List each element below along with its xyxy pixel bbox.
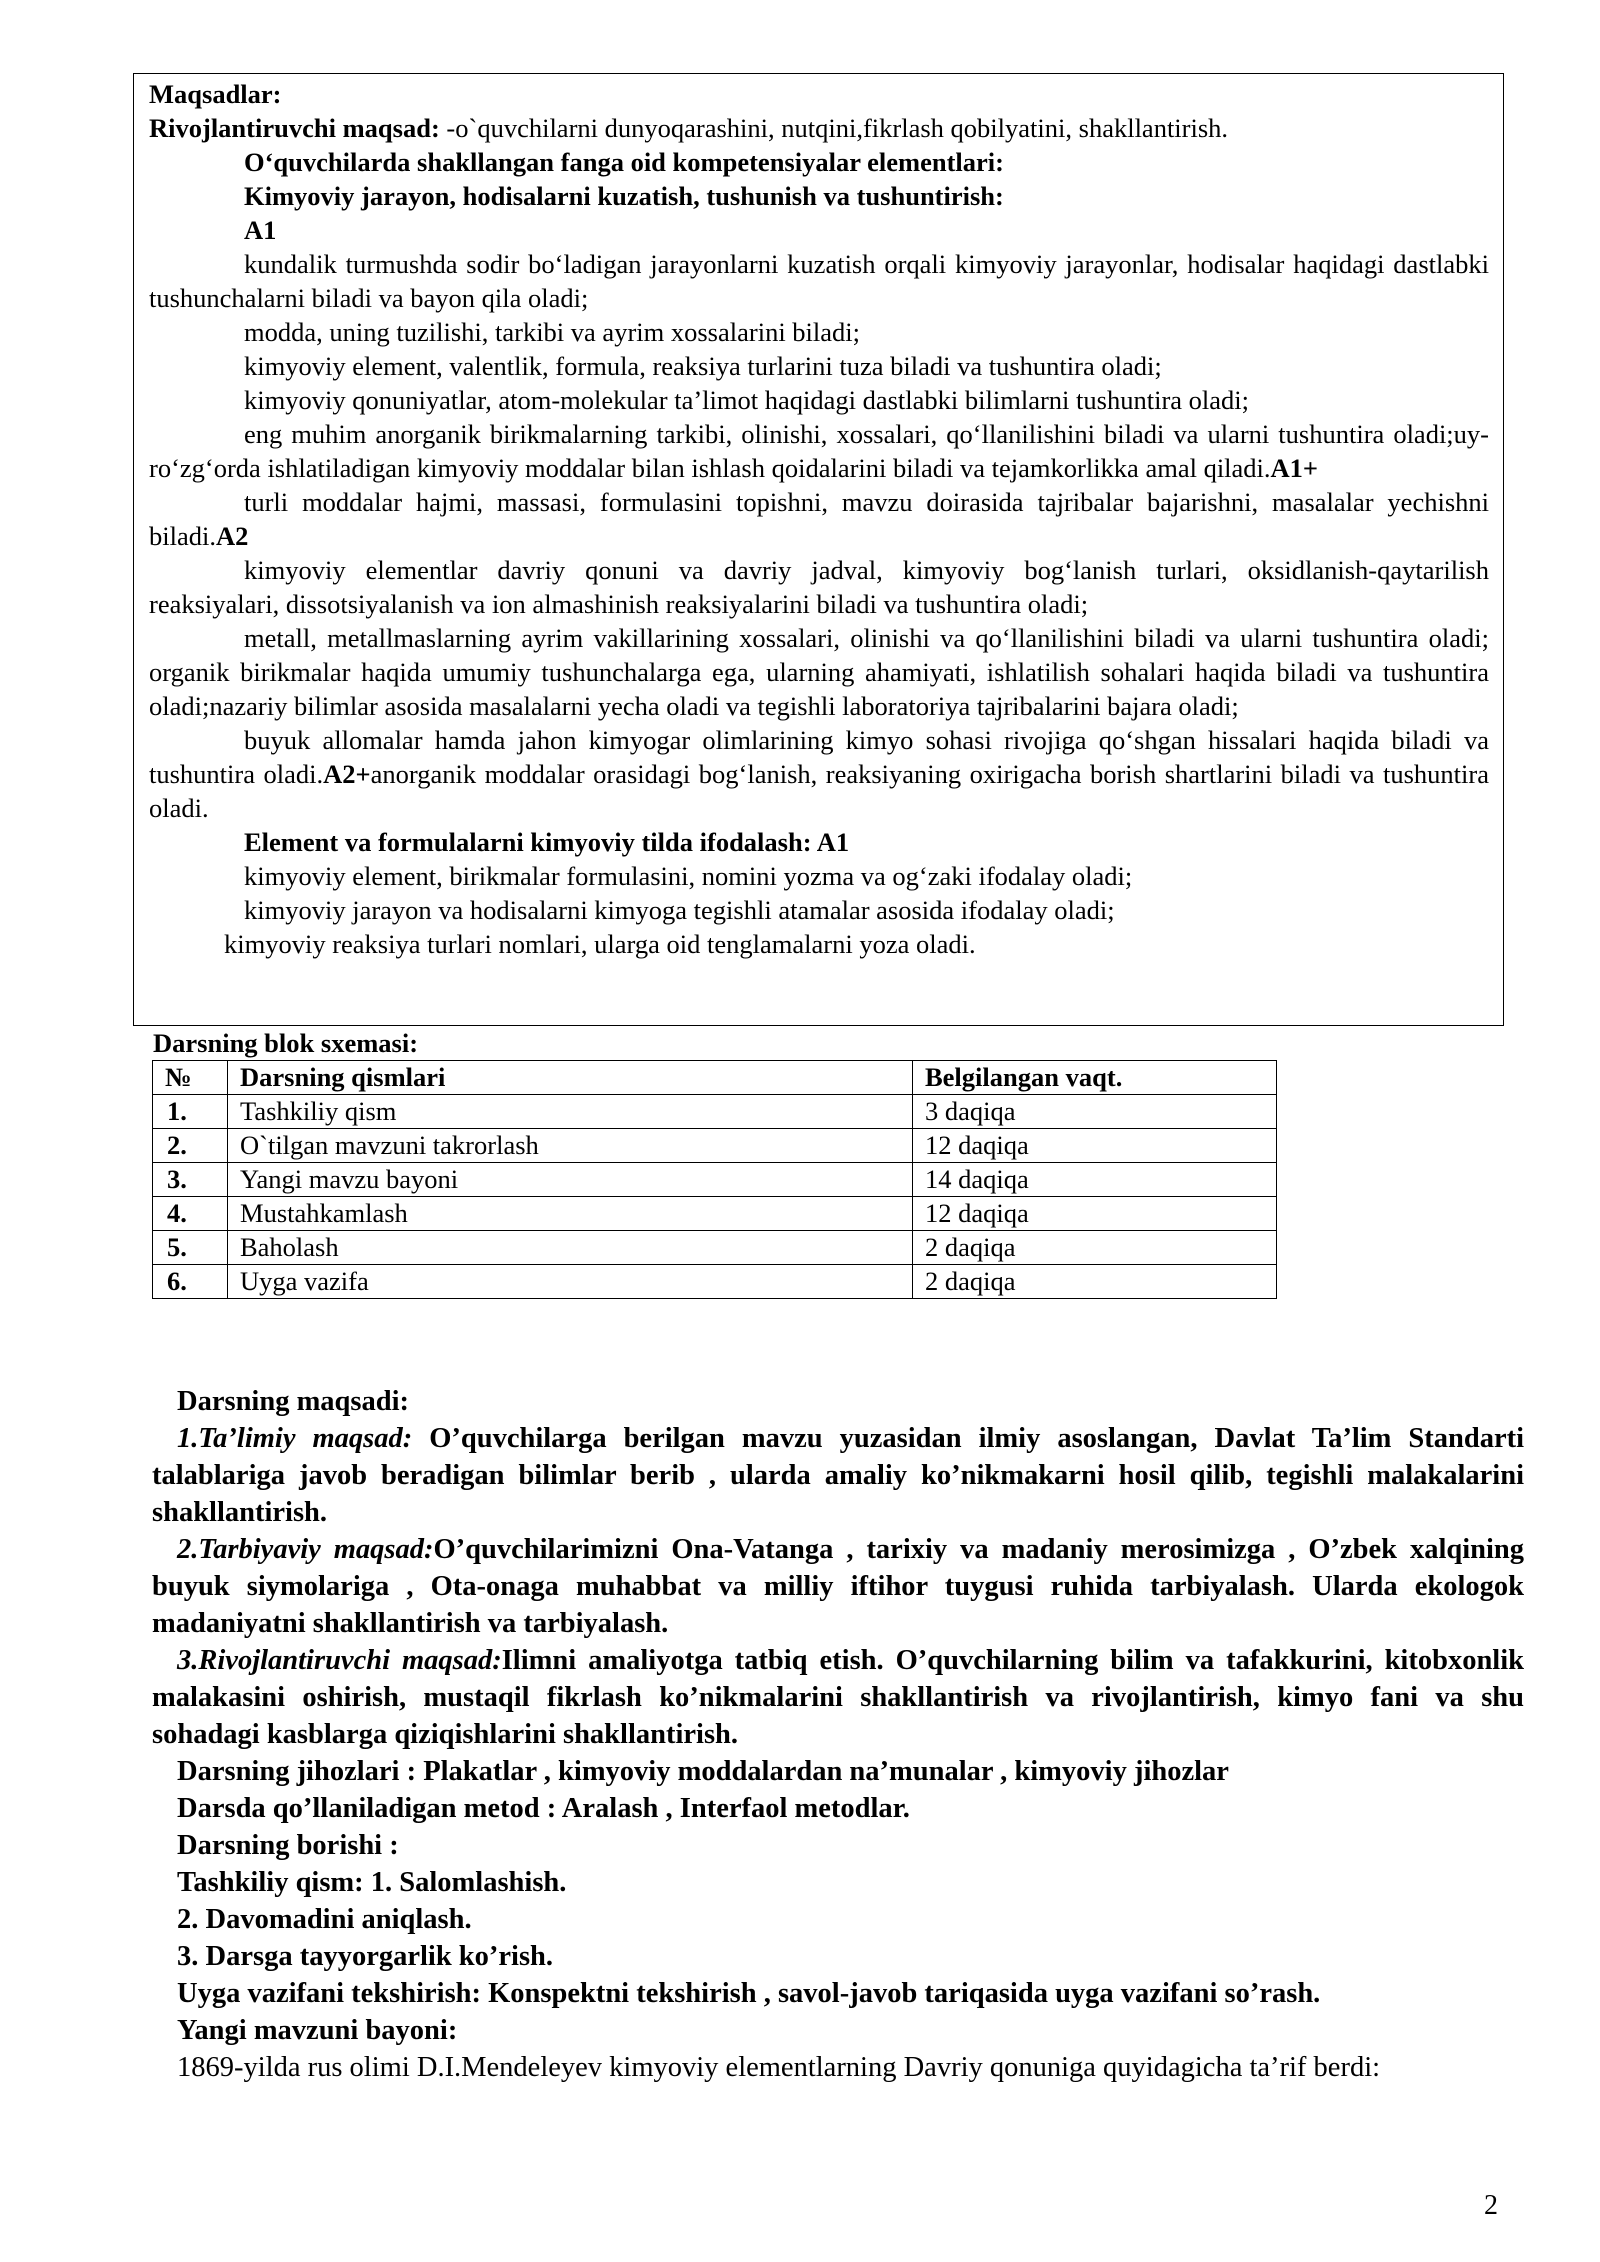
goal2-label: 2.Tarbiyaviy maqsad: bbox=[177, 1534, 434, 1565]
table-row bbox=[153, 1129, 1277, 1163]
goal1-label: 1.Ta’limiy maqsad: bbox=[177, 1423, 413, 1454]
row-part: Baholash bbox=[228, 1231, 913, 1265]
row-part: Mustahkamlash bbox=[228, 1197, 913, 1231]
row-part: Uyga vazifa bbox=[228, 1265, 913, 1299]
row-number: 4. bbox=[153, 1197, 228, 1231]
row-time: 2 daqiqa bbox=[913, 1231, 1277, 1265]
goal3-label: 3.Rivojlantiruvchi maqsad: bbox=[177, 1645, 502, 1676]
a1-item: eng muhim anorganik birikmalarning tarkibi, olinishi, xossalari, qo‘llanilishini biladi va ularni tushuntira oladi;uy-ro‘zg‘orda ishlatiladigan kimyoviy moddalar bilan ishlash qoidalarini biladi va tejamkorlikka amal qiladi. bbox=[149, 419, 1489, 483]
formula-item: kimyoviy element, birikmalar formulasini, nomini yozma va og‘zaki ifodalay oladi; bbox=[244, 861, 1133, 891]
goal-educational bbox=[152, 1420, 1524, 1531]
homework-check: Uyga vazifani tekshirish: Konspektni tekshirish , savol-javob tariqasida uyga vazifani so’rash. bbox=[177, 1978, 1321, 2009]
goals-heading: Maqsadlar: bbox=[149, 79, 282, 109]
a1plus-item: turli moddalar hajmi, massasi, formulasini topishni, mavzu doirasida tajribalar bajarishni, masalalar yechishni biladi. bbox=[149, 487, 1489, 551]
column-header: Belgilangan vaqt. bbox=[913, 1061, 1277, 1095]
formula-item: kimyoviy jarayon va hodisalarni kimyoga tegishli atamalar asosida ifodalay oladi; bbox=[244, 895, 1115, 925]
dev-goal bbox=[149, 111, 1489, 145]
goal-upbringing bbox=[152, 1531, 1524, 1642]
formula-title: Element va formulalarni kimyoviy tilda ifodalash: A1 bbox=[244, 827, 850, 857]
lesson-plan-text bbox=[152, 1383, 1524, 2086]
row-number: 6. bbox=[153, 1265, 228, 1299]
goal2-text: O’quvchilarimizni Ona-Vatanga , tarixiy va madaniy merosimizga , O’zbek xalqining buyuk siymolariga , Ota-onaga muhabbat va milliy iftihor tuygusi ruhida tarbiyalash. Ularda ekologok madaniyatni shakllantirish va tarbiyalash. bbox=[152, 1534, 1524, 1639]
row-part: Tashkiliy qism bbox=[228, 1095, 913, 1129]
mendeleev-paragraph: 1869-yilda rus olimi D.I.Mendeleyev kimyoviy elementlarning Davriy qonuniga quyidagicha ta’rif berdi: bbox=[177, 2052, 1381, 2083]
table-row bbox=[153, 1163, 1277, 1197]
dev-goal-label: Rivojlantiruvchi maqsad: bbox=[149, 113, 440, 143]
a1-item-with-level bbox=[149, 417, 1489, 485]
level-a2: A2 bbox=[215, 521, 249, 551]
goal3-text: Ilimni amaliyotga tatbiq etish. O’quvchilarning bilim va tafakkurini, kitobxonlik malakasini oshirish, mustaqil fikrlash ko’nikmalarini shakllantirish va rivojlantirish, kimyo fani va shu sohadagi kasblarga qiziqishlarini shakllantirish. bbox=[152, 1645, 1524, 1750]
goals-box bbox=[133, 73, 1504, 1026]
table-row bbox=[153, 1265, 1277, 1299]
equipment: Darsning jihozlari : Plakatlar , kimyoviy moddalardan na’munalar , kimyoviy jihozlar bbox=[177, 1756, 1229, 1787]
a2plus-item: anorganik moddalar orasidagi bog‘lanish, reaksiyaning oxirigacha borish shartlarini biladi va tushuntira oladi. bbox=[149, 759, 1489, 823]
row-number: 5. bbox=[153, 1231, 228, 1265]
column-header: № bbox=[153, 1061, 228, 1095]
a1-item: kimyoviy qonuniyatlar, atom-molekular ta’limot haqidagi dastlabki bilimlarni tushuntira oladi; bbox=[244, 385, 1250, 415]
level-a1plus: A1+ bbox=[1270, 453, 1319, 483]
row-time: 12 daqiqa bbox=[913, 1197, 1277, 1231]
row-number: 2. bbox=[153, 1129, 228, 1163]
scheme-title: Darsning blok sxemasi: bbox=[153, 1028, 419, 1058]
row-time: 12 daqiqa bbox=[913, 1129, 1277, 1163]
a2-item: buyuk allomalar hamda jahon kimyogar olimlarining kimyo sohasi rivojiga qo‘shgan hissalari haqida biladi va tushuntira oladi. bbox=[149, 725, 1489, 789]
table-row bbox=[153, 1095, 1277, 1129]
new-topic-heading: Yangi mavzuni bayoni: bbox=[177, 2015, 458, 2046]
row-time: 3 daqiqa bbox=[913, 1095, 1277, 1129]
row-part: Yangi mavzu bayoni bbox=[228, 1163, 913, 1197]
page-number: 2 bbox=[1484, 2190, 1498, 2221]
level-a1: A1 bbox=[244, 215, 277, 245]
goal-developing bbox=[152, 1642, 1524, 1753]
row-part: O`tilgan mavzuni takrorlash bbox=[228, 1129, 913, 1163]
a2-item: metall, metallmaslarning ayrim vakillarining xossalari, olinishi va qo‘llanilishini biladi va ularni tushuntira oladi; organik birikmalar haqida umumiy tushunchalarga ega, ularning ahamiyati, ishlatilish sohalari haqida biladi va tushuntira oladi;nazariy bilimlar asosida masalalarni yecha oladi va tegishli laboratoriya tajribalarini bajara oladi; bbox=[149, 623, 1489, 721]
row-number: 1. bbox=[153, 1095, 228, 1129]
row-time: 14 daqiqa bbox=[913, 1163, 1277, 1197]
row-time: 2 daqiqa bbox=[913, 1265, 1277, 1299]
competence-title: O‘quvchilarda shakllangan fanga oid kompetensiyalar elementlari: bbox=[244, 147, 1004, 177]
table-row bbox=[153, 1231, 1277, 1265]
course-heading: Darsning borishi : bbox=[177, 1830, 399, 1861]
goal-heading: Darsning maqsadi: bbox=[177, 1386, 410, 1417]
column-header: Darsning qismlari bbox=[228, 1061, 913, 1095]
org-step-1: Tashkiliy qism: 1. Salomlashish. bbox=[177, 1867, 567, 1898]
row-number: 3. bbox=[153, 1163, 228, 1197]
a1-item: kimyoviy element, valentlik, formula, reaksiya turlarini tuza biladi va tushuntira oladi; bbox=[244, 351, 1162, 381]
level-a2plus: A2+ bbox=[323, 759, 371, 789]
observe-title: Kimyoviy jarayon, hodisalarni kuzatish, tushunish va tushuntirish: bbox=[244, 181, 1004, 211]
formula-item: kimyoviy reaksiya turlari nomlari, ularga oid tenglamalarni yoza oladi. bbox=[224, 929, 976, 959]
goal1-text: O’quvchilarga berilgan mavzu yuzasidan ilmiy asoslangan, Davlat Ta’lim Standarti talablariga javob beradigan bilimlar berib , ularda amaliy ko’nikmakarni hosil qilib, tegishli malakalarini shakllantirish. bbox=[152, 1423, 1525, 1528]
a2-item: kimyoviy elementlar davriy qonuni va davriy jadval, kimyoviy bog‘lanish turlari, oksidlanish-qaytarilish reaksiyalari, dissotsiyalanish va ion almashinish reaksiyalarini biladi va tushuntira oladi; bbox=[149, 555, 1489, 619]
org-step-2: 2. Davomadini aniqlash. bbox=[177, 1904, 472, 1935]
method: Darsda qo’llaniladigan metod : Aralash , Interfaol metodlar. bbox=[177, 1793, 910, 1824]
a2-item-with-level bbox=[149, 723, 1489, 825]
lesson-scheme-table bbox=[152, 1060, 1277, 1299]
a1plus-item-with-level bbox=[149, 485, 1489, 553]
org-step-3: 3. Darsga tayyorgarlik ko’rish. bbox=[177, 1941, 554, 1972]
table-row bbox=[153, 1197, 1277, 1231]
dev-goal-text: -o`quvchilarni dunyoqarashini, nutqini,fikrlash qobilyatini, shakllantirish. bbox=[439, 113, 1229, 143]
a1-item: kundalik turmushda sodir bo‘ladigan jarayonlarni kuzatish orqali kimyoviy jarayonlar, hodisalar haqidagi dastlabki tushunchalarni biladi va bayon qila oladi; bbox=[149, 249, 1489, 313]
a1-item: modda, uning tuzilishi, tarkibi va ayrim xossalarini biladi; bbox=[244, 317, 861, 347]
table-header-row bbox=[153, 1061, 1277, 1095]
